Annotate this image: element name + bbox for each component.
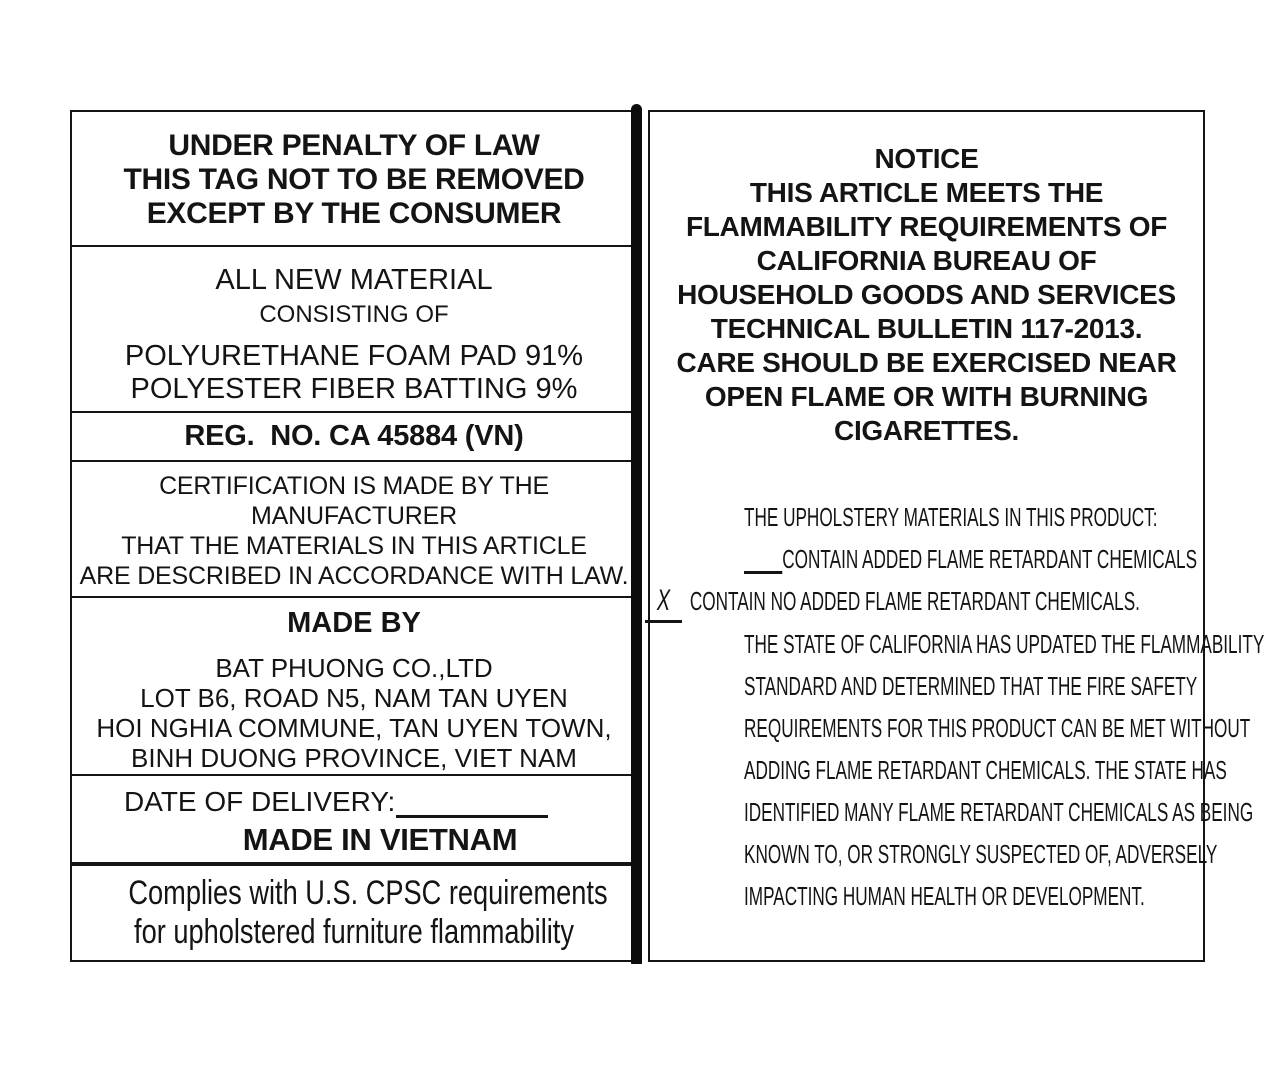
notice-line: CIGARETTES. [834,415,1019,446]
panel-divider-bar [631,104,642,964]
notice-section [650,112,1203,448]
made-by-title: MADE BY [287,607,421,639]
certification-line: CERTIFICATION IS MADE BY THE [159,472,549,500]
fr-statement-line: REQUIREMENTS FOR THIS PRODUCT CAN BE MET WITHOUT [744,713,1251,743]
fr-option-added-label: CONTAIN ADDED FLAME RETARDANT CHEMICALS [782,544,1198,574]
x-mark: X [645,582,682,623]
penalty-line: THIS TAG NOT TO BE REMOVED [123,163,585,196]
made-by-section [72,598,636,776]
fr-statement-line: ADDING FLAME RETARDANT CHEMICALS. THE STATE HAS [744,755,1227,785]
delivery-date-label: DATE OF DELIVERY: [124,786,396,817]
manufacturer-line: BAT PHUONG CO.,LTD [215,653,493,683]
unchecked-blank-line [744,571,782,574]
material-content-line: POLYURETHANE FOAM PAD 91% [124,340,584,372]
fr-statement-line: IDENTIFIED MANY FLAME RETARDANT CHEMICALS AS BEING [744,797,1254,827]
reg-no-section: REG. NO. CA 45884 (VN) [72,413,636,462]
cpsc-line: for upholstered furniture flammability [134,913,574,951]
materials-title: ALL NEW MATERIAL [215,264,493,296]
flame-retardant-intro: THE UPHOLSTERY MATERIALS IN THIS PRODUCT: [744,502,1158,532]
flame-retardant-section [650,496,1265,917]
penalty-line: EXCEPT BY THE CONSUMER [146,197,562,230]
manufacturer-line: LOT B6, ROAD N5, NAM TAN UYEN [140,683,568,713]
notice-line: FLAMMABILITY REQUIREMENTS OF [685,211,1168,242]
delivery-section [72,776,636,866]
certification-line: THAT THE MATERIALS IN THIS ARTICLE [121,532,587,560]
notice-line: HOUSEHOLD GOODS AND SERVICES [677,279,1176,310]
notice-line: CARE SHOULD BE EXERCISED NEAR [676,347,1177,378]
certification-line: MANUFACTURER [251,502,457,530]
fr-option-none [645,580,1140,623]
left-label-panel [70,110,636,962]
manufacturer-line: HOI NGHIA COMMUNE, TAN UYEN TOWN, [96,713,612,743]
notice-line: TECHNICAL BULLETIN 117-2013. [710,313,1143,344]
certification-line: ARE DESCRIBED IN ACCORDANCE WITH LAW. [79,562,629,590]
cpsc-line: Complies with U.S. CPSC requirements [128,874,608,912]
penalty-line: UNDER PENALTY OF LAW [168,129,540,162]
fr-statement-line: KNOWN TO, OR STRONGLY SUSPECTED OF, ADVERSELY [744,839,1218,869]
material-content-line: POLYESTER FIBER BATTING 9% [130,373,578,405]
fr-option-none-label: CONTAIN NO ADDED FLAME RETARDANT CHEMICALS. [689,586,1140,616]
manufacturer-line: BINH DUONG PROVINCE, VIET NAM [131,743,577,773]
penalty-section [72,112,636,247]
notice-line: OPEN FLAME OR WITH BURNING [704,381,1149,412]
notice-title: NOTICE [874,143,979,174]
origin-label: MADE IN VIETNAM [242,822,518,857]
materials-subtitle: CONSISTING OF [259,301,449,328]
notice-panel [648,110,1265,962]
delivery-date-blank-line [396,815,548,818]
materials-section [72,247,636,413]
notice-line: THIS ARTICLE MEETS THE [749,177,1104,208]
fr-statement-line: IMPACTING HUMAN HEALTH OR DEVELOPMENT. [744,881,1145,911]
certification-section [72,462,636,598]
fr-statement-line: THE STATE OF CALIFORNIA HAS UPDATED THE FLAMMABILITY [744,629,1265,659]
fr-option-added [744,538,1198,580]
notice-line: CALIFORNIA BUREAU OF [756,245,1097,276]
cpsc-section [72,866,636,960]
fr-statement-line: STANDARD AND DETERMINED THAT THE FIRE SAFETY [744,671,1198,701]
